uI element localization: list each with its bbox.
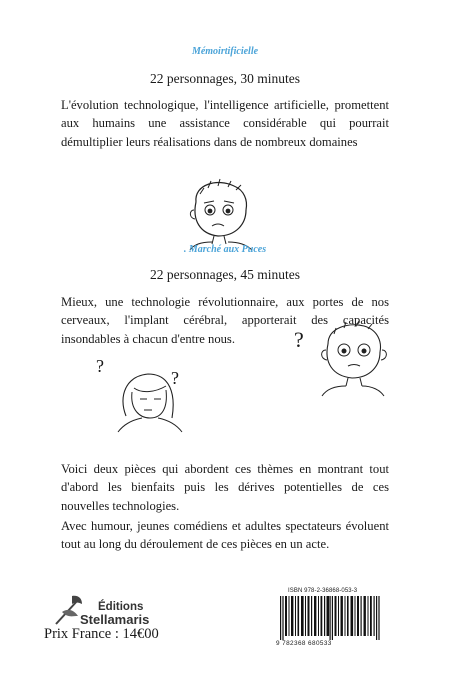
piece2-meta: 22 personnages, 45 minutes: [150, 267, 300, 282]
publisher-name: Stellamaris: [80, 612, 150, 627]
piece2-title: . Marché aux Puces: [183, 244, 267, 255]
question-mark-2: ?: [171, 368, 179, 388]
boy-right-drawing-illustration: [308, 320, 400, 398]
body-paragraph-1: Voici deux pièces qui abordent ces thèmes en montrant tout d'abord les bienfaits puis les dérives potentielles de ces nouvelles technologies.: [61, 462, 389, 513]
publisher-label: Éditions: [98, 601, 144, 613]
piece1-meta: 22 personnages, 30 minutes: [150, 71, 300, 86]
piece1-title: Mémoirtificielle: [191, 46, 259, 57]
girl-drawing-illustration: [112, 366, 192, 434]
piece1-description: L'évolution technologique, l'intelligence artificielle, promettent aux humains une assistance considérable qui pourrait démultiplier leurs réalisations dans de nombreux domaines: [61, 98, 389, 149]
price-text: Prix France : 14€00: [44, 626, 159, 642]
barcode-digits: 9 782368 680533: [276, 640, 332, 647]
isbn-text: ISBN 978-2-36868-053-3: [288, 588, 358, 594]
piece2-description: Mieux, une technologie révolutionnaire, aux portes de nos cerveaux, l'implant cérébral, apporterait des capacités insondables à chacun d'entre nous.: [61, 295, 389, 346]
body-paragraph-2: Avec humour, jeunes comédiens et adultes spectateurs évoluent tout au long du déroulement de ces pièces en un acte.: [61, 519, 389, 552]
question-mark-1: ?: [96, 356, 104, 376]
question-mark-3: ?: [294, 327, 304, 352]
barcode: [280, 596, 382, 640]
boy-drawing-illustration: [178, 174, 268, 254]
